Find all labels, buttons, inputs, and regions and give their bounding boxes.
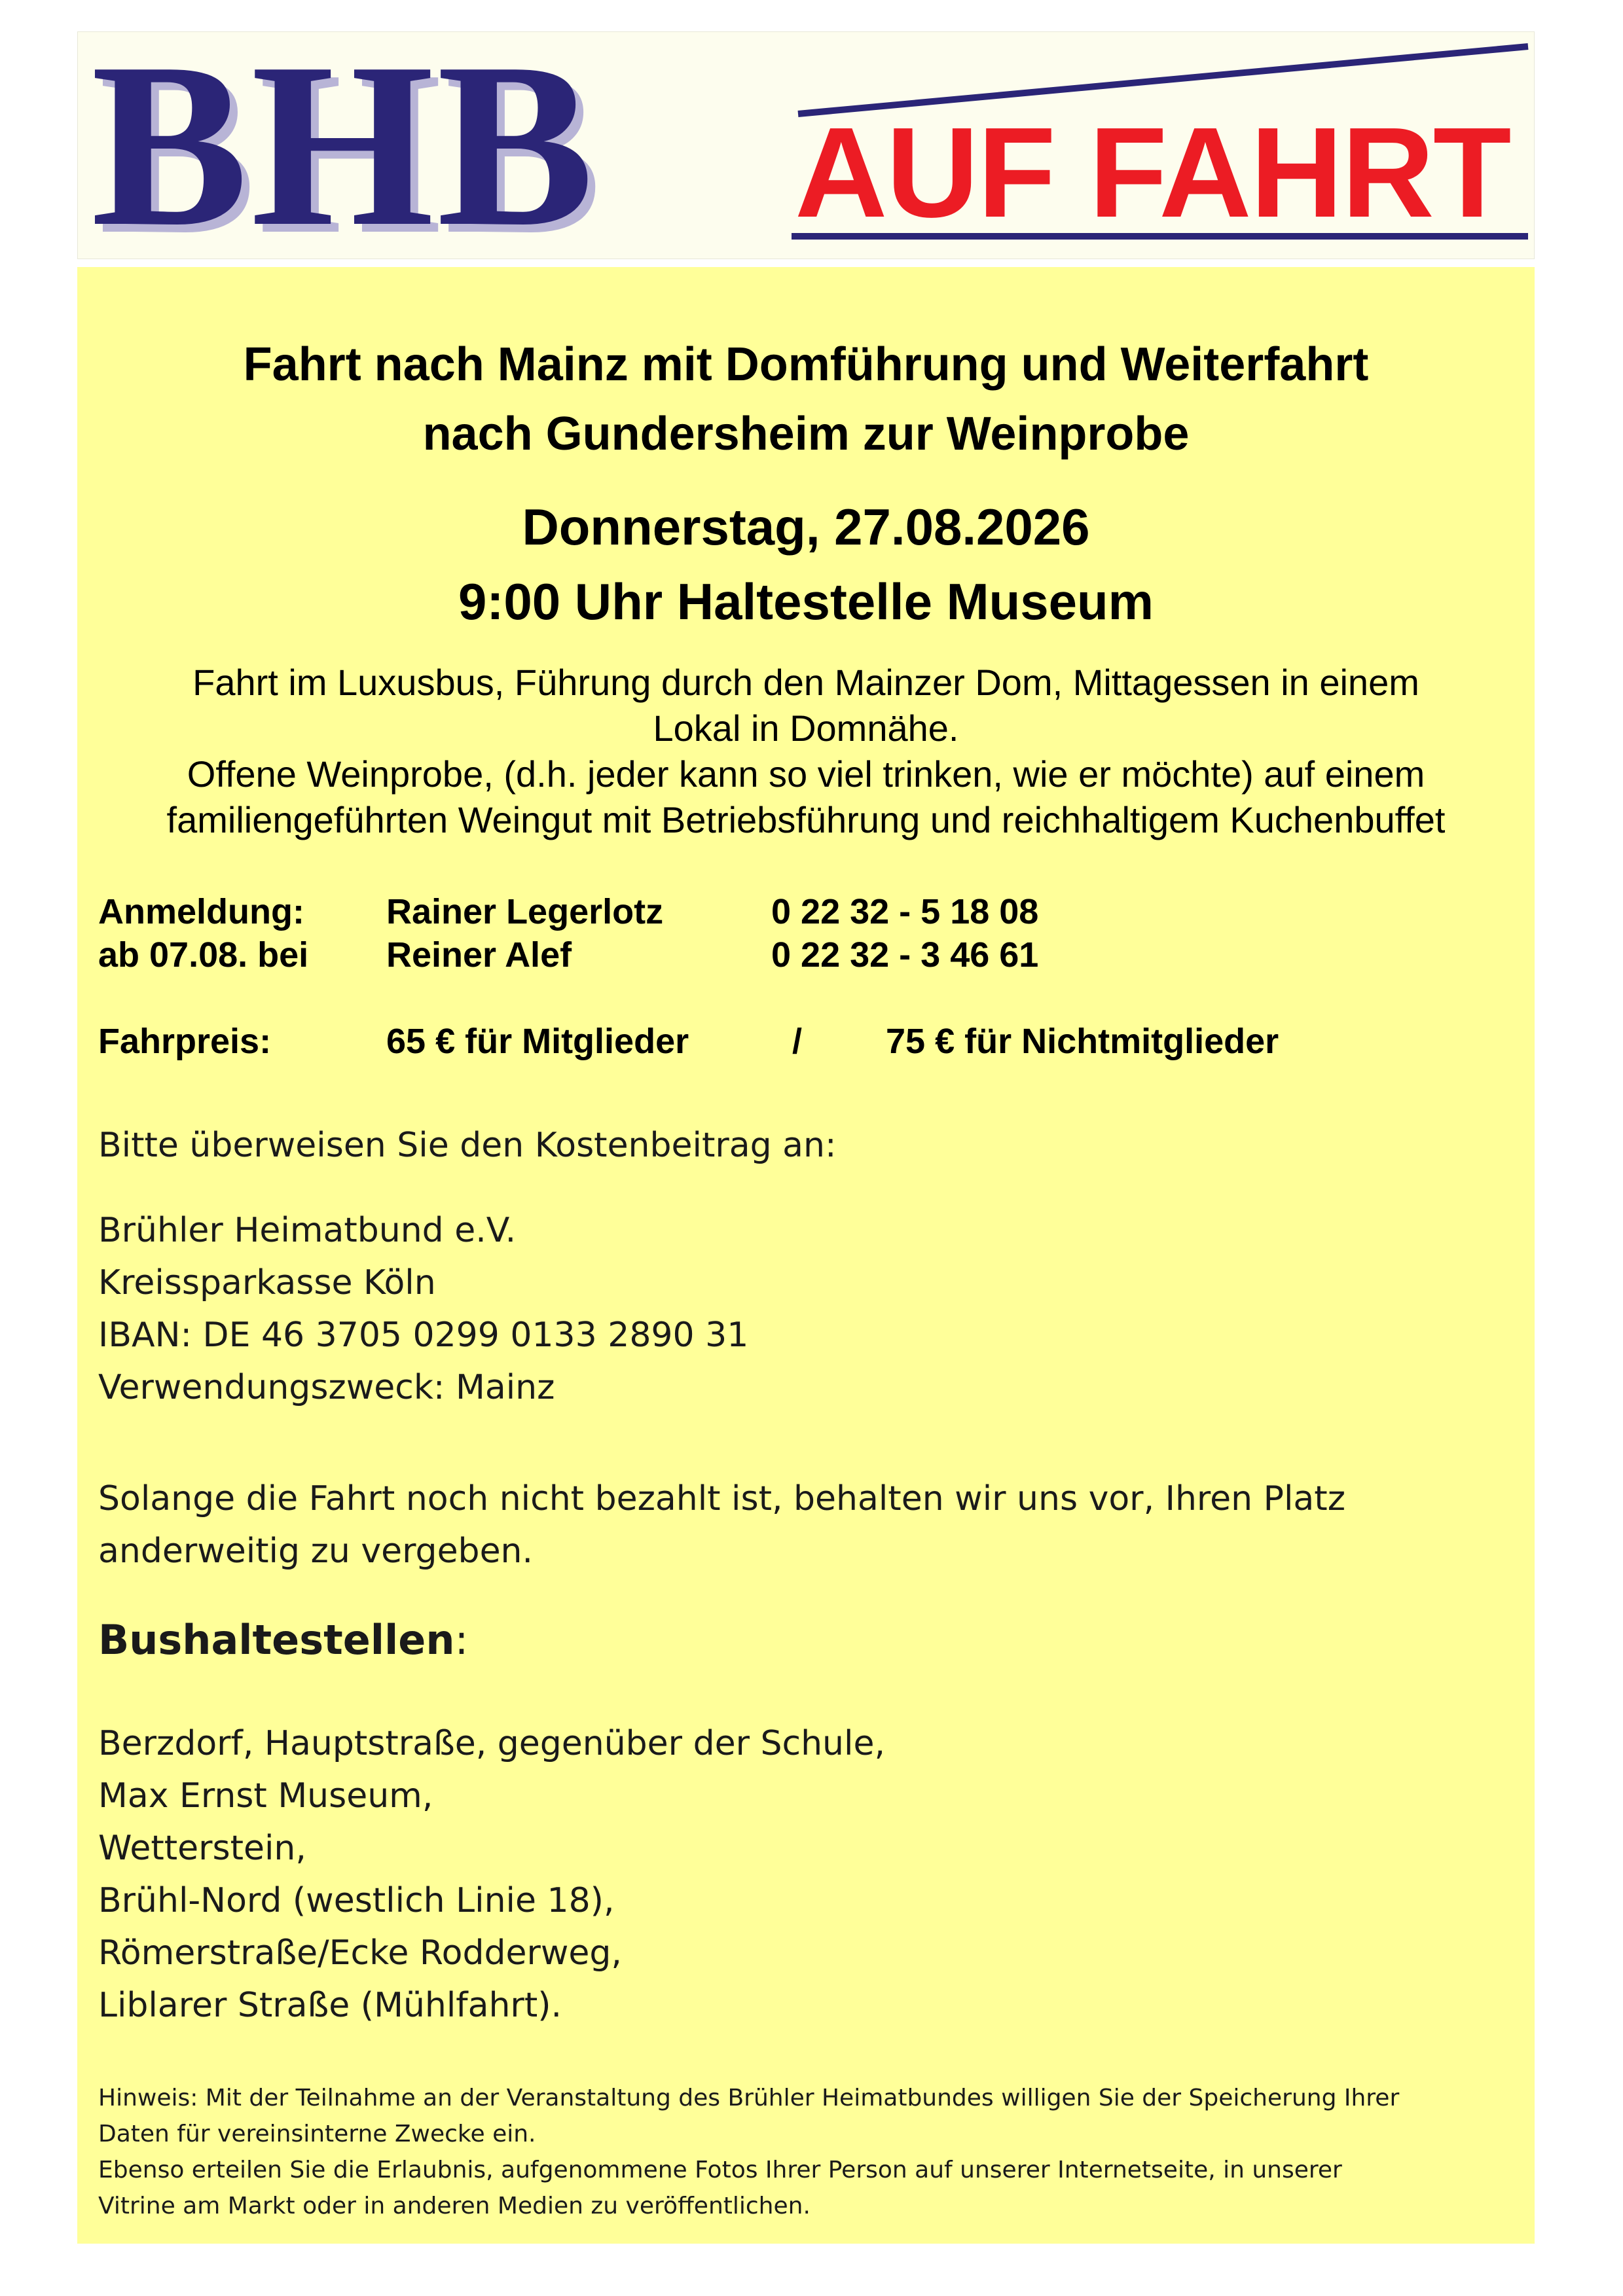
privacy-note-line: Daten für vereinsinterne Zwecke ein.: [98, 2121, 536, 2147]
contact-phone: 0 22 32 - 3 46 61: [771, 935, 1039, 975]
bus-stop-item: Brühl-Nord (westlich Linie 18),: [98, 1881, 615, 1920]
description-line: familiengeführten Weingut mit Betriebsführung und reichhaltigem Kuchenbuffet: [166, 799, 1446, 840]
price-members: 65 € für Mitglieder: [386, 1022, 689, 1061]
event-title-line: Fahrt nach Mainz mit Domführung und Weiterfahrt: [243, 338, 1369, 391]
auf-fahrt-tagline: AUF FAHRT: [795, 101, 1510, 244]
bus-stops-heading-colon: :: [454, 1616, 469, 1664]
bus-stops-heading: [98, 1614, 468, 1666]
bus-stop-item: Max Ernst Museum,: [98, 1776, 433, 1816]
event-description: [77, 660, 1535, 843]
event-title: [77, 330, 1535, 469]
payment-notice-line: anderweitig zu vergeben.: [98, 1532, 534, 1571]
description-line: Lokal in Domnähe.: [653, 708, 959, 749]
payment-intro: [98, 1119, 836, 1172]
payment-purpose: Verwendungszweck: Mainz: [98, 1368, 555, 1407]
bus-stop-item: Wetterstein,: [98, 1829, 306, 1868]
event-date: Donnerstag, 27.08.2026: [522, 498, 1090, 556]
payment-notice-line: Solange die Fahrt noch nicht bezahlt ist, behalten wir uns vor, Ihren Platz: [98, 1479, 1345, 1518]
header-banner: [77, 31, 1535, 259]
price-non-members: 75 € für Nichtmitglieder: [886, 1022, 1279, 1061]
bank-details: [98, 1204, 748, 1414]
privacy-note: [98, 2080, 1525, 2224]
privacy-note-line: Vitrine am Markt oder in anderen Medien zu veröffentlichen.: [98, 2193, 811, 2219]
privacy-note-line: Ebenso erteilen Sie die Erlaubnis, aufgenommene Fotos Ihrer Person auf unserer Internetseite, in unserer: [98, 2157, 1342, 2183]
description-line: Fahrt im Luxusbus, Führung durch den Mainzer Dom, Mittagessen in einem: [192, 662, 1419, 703]
contact-phone: 0 22 32 - 5 18 08: [771, 892, 1039, 931]
contact-name: Reiner Alef: [386, 935, 572, 975]
registration-label: ab 07.08. bei: [98, 935, 309, 975]
payment-recipient: Brühler Heimatbund e.V.: [98, 1211, 517, 1250]
payment-bank: Kreissparkasse Köln: [98, 1263, 436, 1302]
bhb-logo: BHB: [91, 31, 597, 259]
payment-intro-text: Bitte überweisen Sie den Kostenbeitrag an:: [98, 1126, 837, 1165]
bus-stops-heading-text: Bushaltestellen: [98, 1616, 455, 1664]
event-title-line: nach Gundersheim zur Weinprobe: [422, 408, 1190, 460]
event-date-block: [77, 490, 1535, 639]
description-line: Offene Weinprobe, (d.h. jeder kann so viel trinken, wie er möchte) auf einem: [187, 753, 1425, 795]
bus-stop-item: Berzdorf, Hauptstraße, gegenüber der Schule,: [98, 1724, 885, 1763]
registration-label: Anmeldung:: [98, 892, 304, 931]
price-separator: /: [792, 1022, 803, 1061]
bus-stop-item: Liblarer Straße (Mühlfahrt).: [98, 1986, 562, 2025]
contact-name: Rainer Legerlotz: [386, 892, 664, 931]
content-panel: [77, 267, 1535, 2244]
bus-stops-list: [98, 1717, 885, 2032]
privacy-note-line: Hinweis: Mit der Teilnahme an der Veranstaltung des Brühler Heimatbundes willigen Sie der Speicherung Ihrer: [98, 2085, 1400, 2111]
payment-iban: IBAN: DE 46 3705 0299 0133 2890 31: [98, 1316, 749, 1355]
bus-stop-item: Römerstraße/Ecke Rodderweg,: [98, 1933, 622, 1973]
meeting-point: 9:00 Uhr Haltestelle Museum: [458, 573, 1154, 630]
payment-notice: [98, 1473, 1345, 1577]
price-label: Fahrpreis:: [98, 1022, 272, 1061]
